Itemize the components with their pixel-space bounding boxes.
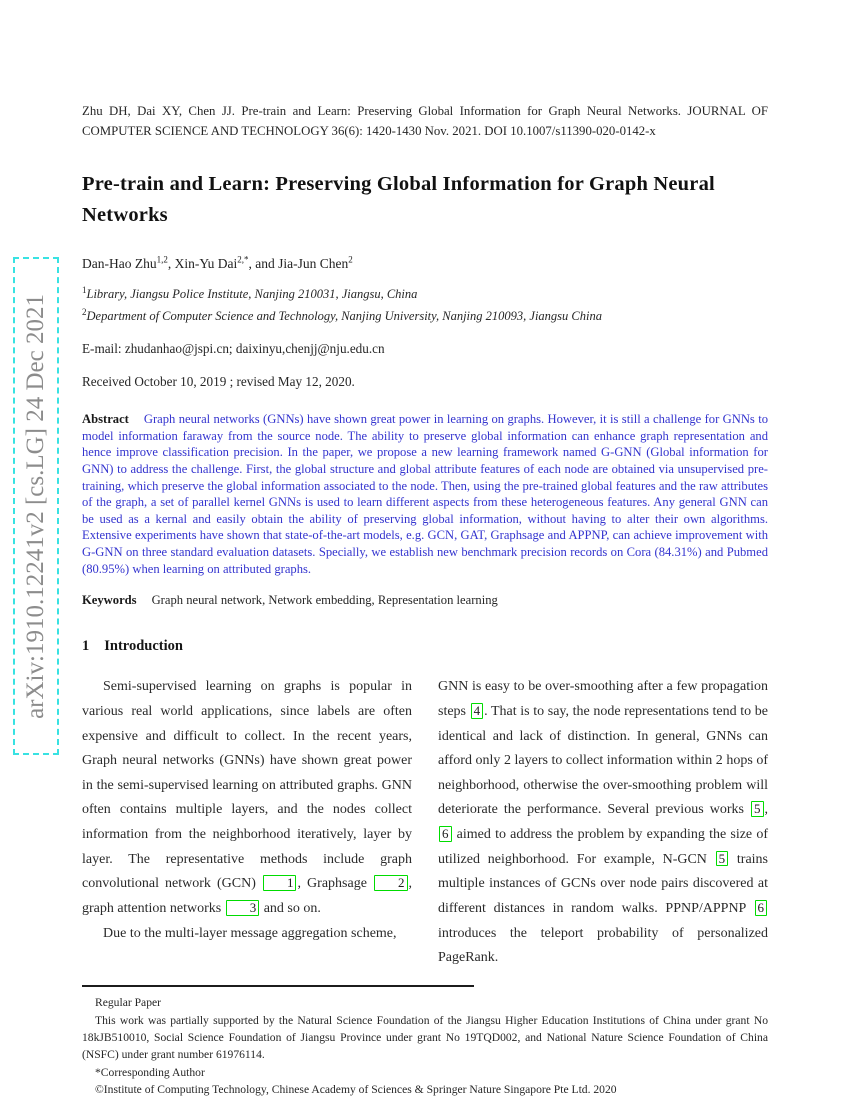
- right-column: [438, 675, 768, 971]
- email-line: E-mail: zhudanhao@jspi.cn; daixinyu,chenjj@nju.edu.cn: [82, 341, 385, 357]
- author-name: Xin-Yu Dai: [174, 256, 238, 272]
- footnote-rule: [82, 985, 474, 987]
- author-affiliation-mark: 2: [348, 254, 353, 265]
- footnote-regular-paper: Regular Paper: [95, 996, 161, 1010]
- citation-link[interactable]: 5: [716, 851, 729, 867]
- footnote-block: [82, 985, 768, 1099]
- section-number: 1: [82, 638, 90, 655]
- section-title: Introduction: [104, 638, 183, 655]
- affiliation-text: Department of Computer Science and Technology, Nanjing University, Nanjing 210093, Jiangsu China: [86, 309, 602, 324]
- footnote-copyright: ©Institute of Computing Technology, Chinese Academy of Sciences & Springer Nature Singapore Pte Ltd. 2020: [95, 1083, 617, 1097]
- footnote-corresponding-author: *Corresponding Author: [95, 1065, 205, 1079]
- affiliations: [82, 284, 768, 328]
- affiliation-text: Library, Jiangsu Police Institute, Nanjing 210031, Jiangsu, China: [86, 287, 418, 302]
- body-paragraph: GNN is easy to be over-smoothing after a few propagation steps 4 . That is to say, the node representations tend to be identical and lack of distinction. In general, GNNs can afford only 2 layers to collect information within 2 hops of neighborhood, otherwise the over-smoothing problem will deteriorate the performance. Several previous works 5 , 6 aimed to address the problem by expanding the size of utilized neighborhood. For example, N-GCN 5 trains multiple instances of GCNs over node pairs discovered at different distances in random walks. PPNP/APPNP 6 introduces the teleport probability of personalized PageRank.: [438, 679, 768, 966]
- affiliation-entry: [82, 306, 768, 328]
- abstract-text: Graph neural networks (GNNs) have shown great power in learning on graphs. However, it is still a challenge for GNNs to model information faraway from the source node. The ability to preserve global information can enhance graph representation and hence improve classification precision. In the paper, we propose a new learning framework named G-GNN (Global information for GNN) to address the challenge. First, the global structure and global attribute features of each node are obtained via unsupervised pre-training, which preserve the global information associated to the node. Then, using the pre-trained global features and the raw attributes of the graph, a set of parallel kernel GNNs is used to learn different aspects from these heterogeneous features. Any general GNN can be used as a kernal and easily obtain the ability of preserving global information, without having to alter their own algorithms. Extensive experiments have shown that state-of-the-art models, e.g. GCN, GAT, Graphsage and APPNP, can achieve improvement with G-GNN on three standard evaluation datasets. Specially, we establish new benchmark precision records on Cora (84.31%) and Pubmed (80.95%) when learning on attributed graphs.: [82, 412, 768, 576]
- author-separator: , and: [248, 256, 279, 272]
- footnote-funding: This work was partially supported by the Natural Science Foundation of the Jiangsu Higher Education Institutions of China under grant No 18kJB510010, Social Science Foundation of Jiangsu Province under grant No 19TQD002, and National Nature Science Foundation of China (NSFC) under grant number 61976114.: [82, 1013, 768, 1062]
- journal-citation-header: Zhu DH, Dai XY, Chen JJ. Pre-train and Learn: Preserving Global Information for Graph Neural Networks. JOURNAL OF COMPUTER SCIENCE AND TECHNOLOGY 36(6): 1420-1430 Nov. 2021. DOI 10.1007/s11390-020-0142-x: [82, 104, 768, 139]
- received-revised-line: Received October 10, 2019 ; revised May 12, 2020.: [82, 374, 355, 390]
- left-column: [82, 675, 412, 971]
- citation-link[interactable]: 4: [471, 703, 484, 719]
- citation-link[interactable]: 6: [439, 826, 452, 842]
- affiliation-number: 2: [82, 307, 87, 318]
- citation-link[interactable]: 3: [226, 900, 260, 916]
- author-affiliation-mark: 1,2: [156, 254, 168, 265]
- author-name: Dan-Hao Zhu: [82, 256, 157, 272]
- citation-link[interactable]: 6: [755, 900, 768, 916]
- paper-title: Pre-train and Learn: Preserving Global Information for Graph Neural Networks: [82, 172, 715, 226]
- author-separator: ,: [167, 256, 175, 272]
- keywords-label: Keywords: [82, 593, 137, 608]
- author-line: [82, 256, 768, 272]
- affiliation-number: 1: [82, 285, 87, 296]
- abstract-section: [82, 411, 768, 577]
- two-column-body: [82, 675, 768, 971]
- author-affiliation-mark: 2,*: [237, 254, 249, 265]
- citation-link[interactable]: 2: [374, 875, 408, 891]
- body-paragraph: Due to the multi-layer message aggregation scheme,: [103, 925, 397, 941]
- arxiv-watermark: [13, 257, 59, 755]
- page-content: [82, 0, 768, 1099]
- keywords-line: [82, 593, 768, 608]
- abstract-label: Abstract: [82, 412, 129, 427]
- arxiv-id-label: arXiv:1910.12241v2 [cs.LG] 24 Dec 2021: [22, 293, 49, 719]
- affiliation-entry: [82, 284, 768, 306]
- author-name: Jia-Jun Chen: [278, 256, 349, 272]
- citation-link[interactable]: 5: [751, 801, 764, 817]
- citation-link[interactable]: 1: [263, 875, 297, 891]
- keywords-text: Graph neural network, Network embedding, Representation learning: [151, 593, 498, 608]
- section-heading-introduction: [82, 638, 768, 655]
- body-paragraph: Semi-supervised learning on graphs is popular in various real world applications, since labels are often expensive and difficult to collect. In the recent years, Graph neural networks (GNNs) have shown great power in the semi-supervised learning on attributed graphs. GNN often contains multiple layers, and the nodes collect information from the neighborhood iteratively, layer by layer. The representative methods include graph convolutional network (GCN) 1 , Graphsage 2 , graph attention networks 3 and so on.: [82, 679, 412, 916]
